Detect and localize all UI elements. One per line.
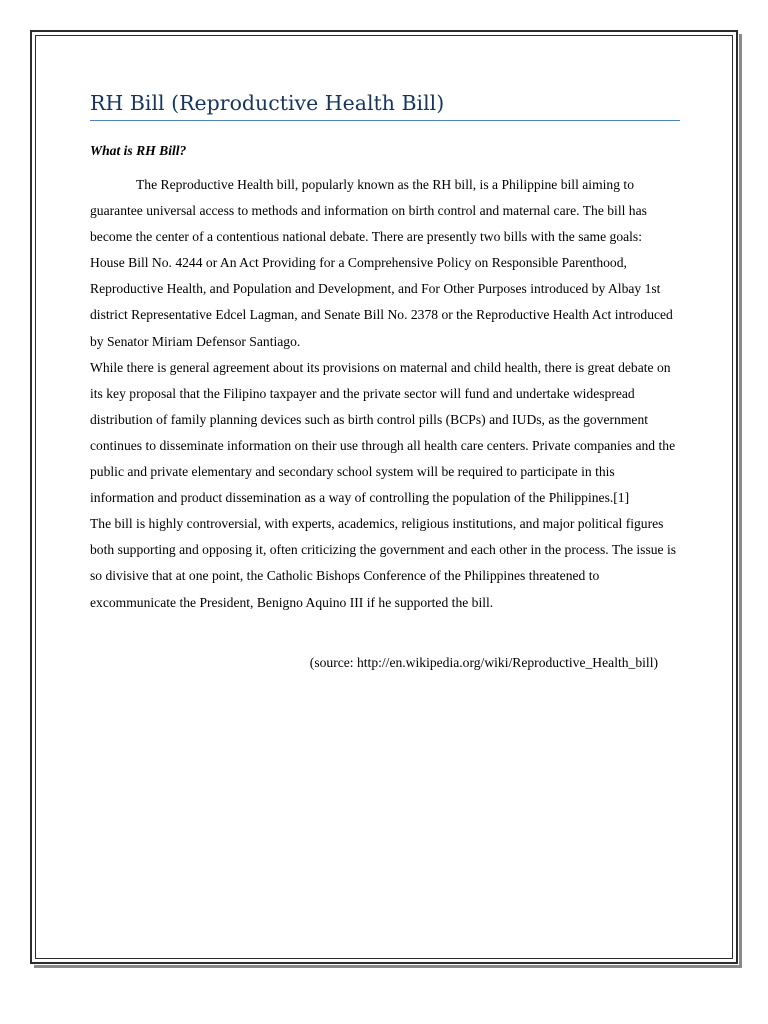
paragraph-intro: The Reproductive Health bill, popularly known as the RH bill, is a Philippine bill aiming to guarantee universal access to methods and information on birth control and maternal care. The bill has become the center of a contentious national debate. There are presently two bills with the same goals: House Bill No. 4244 or An Act Providing for a Comprehensive Policy on Responsible Parenthood, Reproductive Health, and Population and Development, and For Other Purposes introduced by Albay 1st district Representative Edcel Lagman, and Senate Bill No. 2378 or the Reproductive Health Act introduced by Senator Miriam Defensor Santiago. xyxy=(90,177,673,349)
paragraph-debate: While there is general agreement about its provisions on maternal and child health, there is great debate on its key proposal that the Filipino taxpayer and the private sector will fund and undertake widespread distribution of family planning devices such as birth control pills (BCPs) and IUDs, as the government continues to disseminate information on their use through all health care centers. Private companies and the public and private elementary and secondary school system will be required to participate in this information and product dissemination as a way of controlling the population of the Philippines.[1] xyxy=(90,359,676,506)
section-heading: What is RH Bill? xyxy=(90,143,187,158)
paragraph-controversy: The bill is highly controversial, with experts, academics, religious institutions, and major political figures both supporting and opposing it, often criticizing the government and each other in the process. The issue is so divisive that at one point, the Catholic Bishops Conference of the Philippines threatened to excommunicate the President, Benigno Aquino III if he supported the bill. xyxy=(90,516,677,610)
document-title: RH Bill (Reproductive Health Bill) xyxy=(90,88,680,121)
source-citation: (source: http://en.wikipedia.org/wiki/Reproductive_Health_bill) xyxy=(309,654,658,670)
document-body xyxy=(90,140,680,676)
